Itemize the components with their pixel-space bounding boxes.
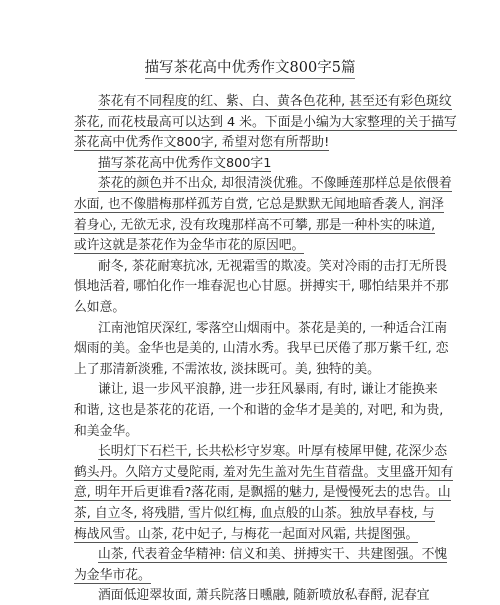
document-line-text: 么如意。	[74, 300, 126, 315]
document-line-text: 烟雨的美。金华也是美的, 山清水秀。我早已厌倦了那万紫千红, 恋	[74, 341, 449, 357]
document-line	[74, 114, 457, 132]
document-line	[74, 134, 434, 152]
document-line	[74, 505, 434, 523]
document-line	[74, 361, 434, 379]
document-line-text: 江南池馆厌深红, 零落空山烟雨中。茶花是美的, 一种适合江南	[98, 320, 447, 336]
document-line-text: 长明灯下石栏干, 长共松杉守岁寒。叶厚有棱犀甲健, 花深少态	[98, 444, 447, 460]
document-line	[74, 340, 449, 358]
document-line	[74, 278, 449, 296]
document-line-text: 上了那清新淡雅, 不需浓妆, 淡抹既可。美, 独特的美。	[74, 361, 380, 377]
document-line	[74, 196, 444, 214]
document-title	[0, 56, 500, 77]
document-line	[74, 258, 458, 276]
document-line-text: 惧地活着, 哪怕化作一堆春泥也心甘愿。拼搏实干, 哪怕结果并不那	[74, 279, 449, 295]
document-line	[74, 381, 458, 399]
document-line-text: 酒面低迎翠妆面, 萧兵院落日曛融, 随新喷放私春酹, 泥春宜	[98, 588, 430, 604]
document-line-text: 茶花有不同程度的红、紫、白、黄各色花种, 甚至还有彩色斑纹	[98, 94, 452, 109]
document-line	[74, 217, 434, 235]
document-line-text: 和美金华。	[74, 423, 138, 439]
document-line-text: 茶花的颜色并不出众, 却很清淡优雅。不像睡莲那样总是依偎着	[98, 176, 452, 192]
document-line	[74, 587, 458, 605]
document-line	[74, 320, 458, 338]
document-line	[74, 443, 458, 461]
document-line-text: 谦让, 退一步风平浪静, 进一步狂风暴雨, 有时, 谦让才能换来	[98, 382, 438, 398]
document-line	[74, 484, 451, 502]
document-title-text: 描写茶花高中优秀作文800字5篇	[145, 60, 356, 79]
document-line	[74, 546, 458, 564]
document-line-text: 茶, 自立冬, 将残腊, 雪片似红梅, 血点般的山茶。独放早春枝, 与	[74, 506, 435, 521]
document-line	[74, 175, 458, 193]
document-line-text: 和谐, 这也是茶花的花语, 一个和谐的金华才是美的, 对吧, 和为贵,	[74, 403, 444, 418]
document-line	[74, 299, 434, 317]
document-line-text: 或许这就是茶花作为金华市花的原因吧。	[74, 238, 305, 254]
document-line-text: 描写茶花高中优秀作文800字1	[98, 155, 272, 171]
document-line-text: 梅战风雪。山茶, 花中妃子, 与梅花一起面对风霜, 共提图强。	[74, 526, 419, 542]
document-line	[74, 237, 434, 255]
document-line-text: 山茶, 代表着金华精神: 信义和美、拼搏实干、共建图强。不愧	[98, 547, 448, 563]
document-line	[74, 402, 444, 420]
document-line	[74, 464, 454, 482]
document-line-text: 着身心, 无欲无求, 没有玫瑰那样高不可攀, 那是一种朴实的味道,	[74, 217, 436, 233]
document-line-text: 鹤头丹。久陪方丈曼陀雨, 羞对先生盖对先生苜蓿盘。支里盛开知有	[74, 464, 454, 480]
document-line	[74, 526, 434, 544]
document-line-text: 为金华市花。	[74, 567, 151, 583]
document-line-text: 耐冬, 茶花耐寒抗冰, 无视霜雪的欺凌。笑对冷雨的击打无所畏	[98, 258, 447, 274]
document-line	[74, 93, 458, 111]
document-line-text: 水面, 也不像腊梅那样孤芳自赏, 它总是默默无闻地暗香袭人, 润泽	[74, 197, 444, 212]
document-line	[74, 155, 458, 173]
document-line-text: 意, 明年开后更谁看?落花雨, 是飘摇的魅力, 是慢慢死去的忠告。山	[74, 485, 451, 501]
document-line-text: 茶花高中优秀作文800字, 希望对您有所帮助!	[74, 135, 330, 151]
document-line-text: 茶花, 而花枝最高可以达到 4 米。下面是小编为大家整理的关于描写	[74, 114, 457, 130]
document-line	[74, 567, 434, 585]
document-line	[74, 423, 434, 441]
